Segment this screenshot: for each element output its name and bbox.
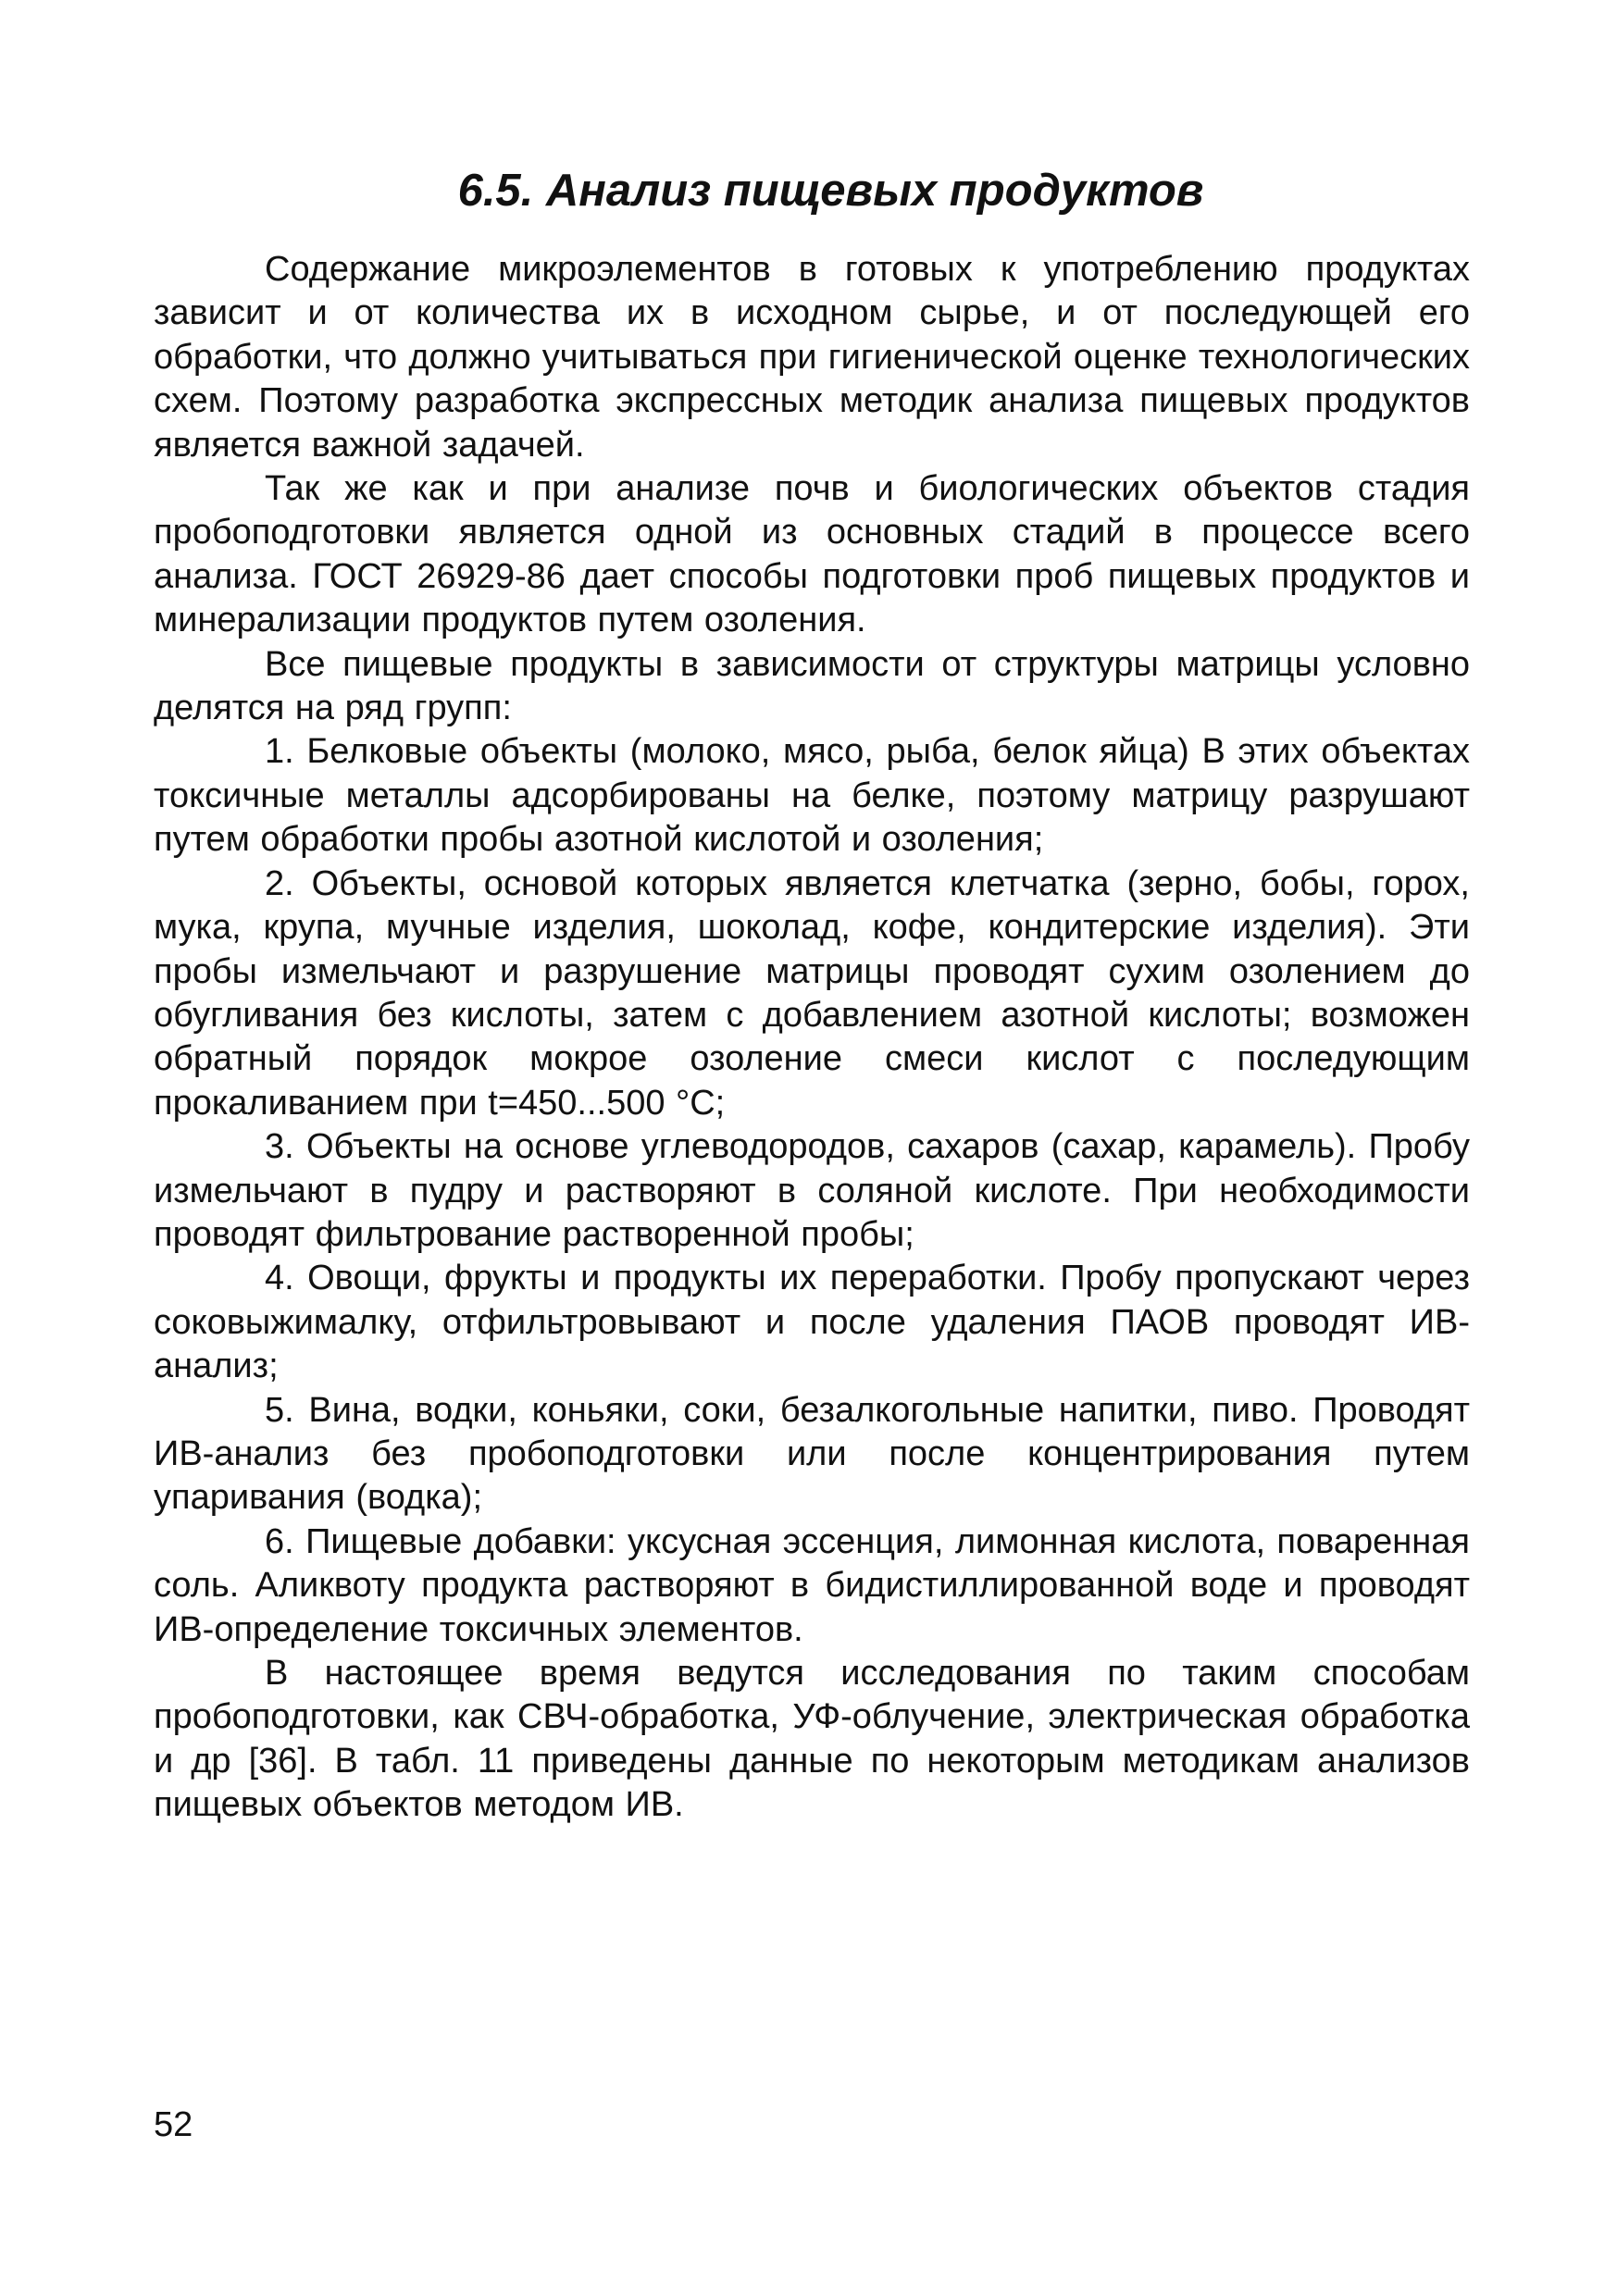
section-title: 6.5. Анализ пищевых продуктов: [457, 166, 1204, 216]
paragraph-groups-intro: Все пищевые продукты в зависимости от структуры матрицы условно делятся на ряд групп:: [154, 644, 1470, 728]
paragraph-sample-preparation: Так же как и при анализе почв и биологических объектов стадия пробоподготовки является одной из основных стадий в процессе всего анализа. ГОСТ 26929-86 дает способы подготовки проб пищевых продуктов и минерализации продуктов путем озоления.: [154, 469, 1470, 640]
list-item-food-additives: 6. Пищевые добавки: уксусная эссенция, лимонная кислота, поваренная соль. Аликвоту продукта растворяют в бидистиллированной воде и проводят ИВ-определение токсичных элементов.: [154, 1521, 1470, 1649]
list-item-beverages: 5. Вина, водки, коньяки, соки, безалкогольные напитки, пиво. Проводят ИВ-анализ без пробоподготовки или после концентрирования путем упаривания (водка);: [154, 1390, 1470, 1518]
paragraph-current-research: В настоящее время ведутся исследования по таким способам пробоподготовки, как СВЧ-обработка, УФ-облучение, электрическая обработка и др [36]. В табл. 11 приведены данные по некоторым методикам анализов пищевых объектов методом ИВ.: [154, 1654, 1470, 1825]
page-number: 52: [154, 2105, 193, 2144]
list-item-carbohydrate-objects: 3. Объекты на основе углеводородов, сахаров (сахар, карамель). Пробу измельчают в пудру и растворяют в соляной кислоте. При необходимости проводят фильтрование растворенной пробы;: [154, 1127, 1470, 1254]
body-text: [154, 248, 1470, 1828]
list-item-protein-objects: 1. Белковые объекты (молоко, мясо, рыба, белок яйца) В этих объектах токсичные металлы адсорбированы на белке, поэтому матрицу разрушают путем обработки пробы азотной кислотой и озоления;: [154, 732, 1470, 860]
list-item-vegetables-fruits: 4. Овощи, фрукты и продукты их переработки. Пробу пропускают через соковыжималку, отфильтровывают и после удаления ПАОВ проводят ИВ-анализ;: [154, 1259, 1470, 1386]
list-item-fiber-objects: 2. Объекты, основой которых является клетчатка (зерно, бобы, горох, мука, крупа, мучные изделия, шоколад, кофе, кондитерские изделия). Эти пробы измельчают и разрушение матрицы проводят сухим озолением до обугливания без кислоты, затем с добавлением азотной кислоты; возможен обратный порядок мокрое озоление смеси кислот с последующим прокаливанием при t=450...500 °С;: [154, 863, 1470, 1123]
paragraph-intro: Содержание микроэлементов в готовых к употреблению продуктах зависит и от количества их в исходном сырье, и от последующей его обработки, что должно учитываться при гигиенической оценке технологических схем. Поэтому разработка экспрессных методик анализа пищевых продуктов является важной задачей.: [154, 250, 1470, 465]
